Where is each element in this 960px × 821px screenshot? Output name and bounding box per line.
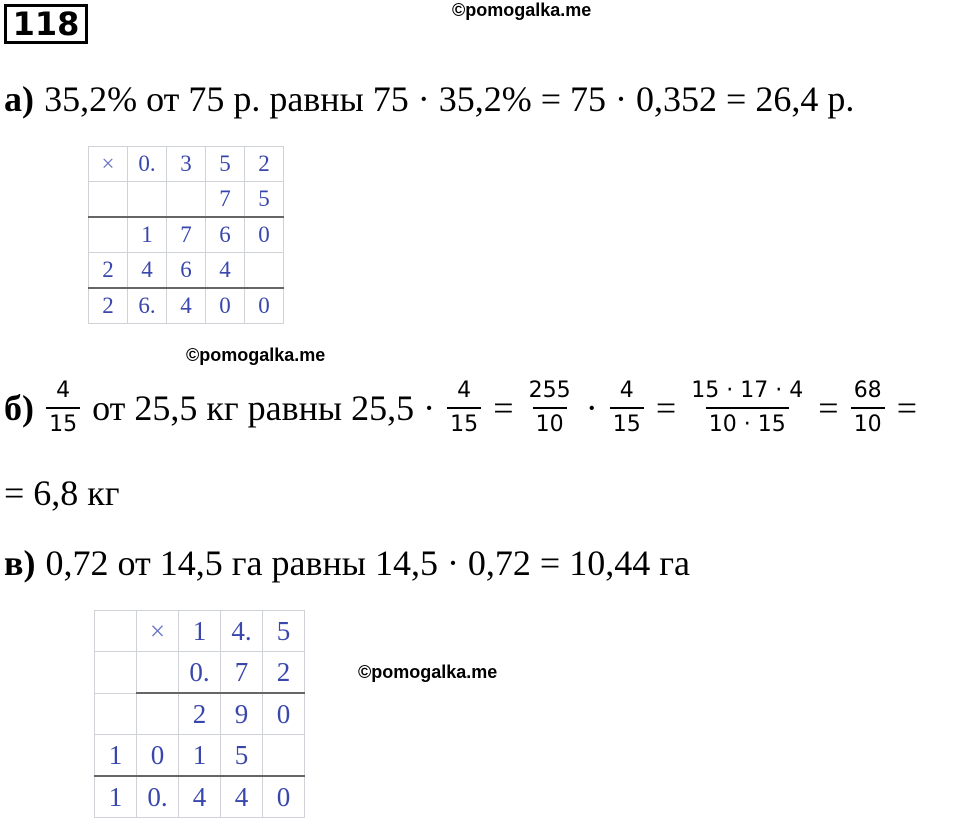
part-a-grid-cell: 2	[245, 147, 284, 182]
watermark-top: ©pomogalka.me	[452, 0, 592, 20]
fraction-denominator: 10	[851, 407, 885, 438]
part-c-grid-cell: 0	[137, 735, 179, 777]
part-a-grid-cell	[89, 182, 128, 218]
part-c-grid-cell: 0	[263, 693, 305, 735]
part-a-grid-cell: 4	[206, 253, 245, 289]
part-b-fraction-1	[447, 378, 481, 438]
part-a-grid-cell: 1	[128, 217, 167, 253]
part-b-fraction-3	[610, 378, 644, 438]
part-c-grid-row	[95, 735, 305, 777]
part-a-grid-cell: 0	[245, 217, 284, 253]
part-c-grid-cell: 2	[179, 693, 221, 735]
equals-sign: =	[655, 388, 677, 428]
part-a-grid-cell	[89, 217, 128, 253]
part-a-grid-cell: 4	[167, 288, 206, 324]
part-c-grid-cell: 5	[221, 735, 263, 777]
multiply-dot: ·	[585, 388, 598, 428]
fraction-denominator: 10	[533, 407, 567, 438]
part-a-grid-cell	[245, 253, 284, 289]
part-a-grid-cell: 6	[206, 217, 245, 253]
part-c-grid-cell: 5	[263, 611, 305, 652]
fraction-denominator: 10 · 15	[706, 407, 789, 438]
watermark-middle: ©pomogalka.me	[186, 345, 326, 365]
fraction-denominator: 15	[46, 407, 80, 438]
fraction-denominator: 15	[610, 407, 644, 438]
part-a-grid-cell: 6	[167, 253, 206, 289]
problem-number: 118	[4, 4, 88, 44]
part-b-label: б)	[4, 388, 34, 428]
part-c-grid-cell: 1	[179, 611, 221, 652]
part-b-fraction-5	[851, 378, 885, 438]
part-a-grid-cell: ×	[89, 147, 128, 182]
part-b-result: = 6,8 кг	[4, 473, 120, 513]
part-c-multiplication-grid	[94, 610, 305, 818]
fraction-numerator: 4	[457, 378, 472, 403]
part-c-grid-cell	[95, 652, 137, 694]
fraction-numerator: 68	[853, 378, 882, 403]
part-c-grid-cell: 2	[263, 652, 305, 694]
part-b-fraction-4	[688, 378, 806, 438]
part-c-grid-cell: 4	[179, 776, 221, 818]
part-c-grid-cell: 0	[263, 776, 305, 818]
part-c-grid-row	[95, 652, 305, 694]
part-c-grid-row	[95, 611, 305, 652]
part-c-text: 0,72 от 14,5 га равны 14,5 · 0,72 = 10,44 га	[45, 543, 690, 583]
part-a-grid-cell: 7	[167, 217, 206, 253]
part-c-grid-cell	[95, 611, 137, 652]
part-a-grid-row	[89, 253, 284, 289]
part-c-grid-row	[95, 693, 305, 735]
part-a-grid-cell: 6.	[128, 288, 167, 324]
part-a-grid-cell	[167, 182, 206, 218]
part-a-grid-cell	[128, 182, 167, 218]
fraction-numerator: 4	[56, 378, 71, 403]
part-b-fraction-lead	[46, 378, 80, 438]
part-a-grid-cell: 2	[89, 288, 128, 324]
fraction-numerator: 255	[528, 378, 571, 403]
part-c-grid-cell: ×	[137, 611, 179, 652]
part-c-grid-cell: 4.	[221, 611, 263, 652]
equals-sign: =	[896, 388, 918, 428]
equals-sign: =	[818, 388, 839, 428]
part-a-grid-cell: 0.	[128, 147, 167, 182]
part-c-grid-cell: 1	[95, 735, 137, 777]
part-c-grid-row	[95, 776, 305, 818]
part-a-grid-cell: 5	[245, 182, 284, 218]
part-a-grid-row	[89, 288, 284, 324]
part-a-grid-cell: 0	[206, 288, 245, 324]
part-a-grid-row	[89, 182, 284, 218]
part-b-text: от 25,5 кг равны 25,5 ·	[92, 388, 436, 428]
part-c-grid-cell	[137, 652, 179, 694]
part-b-fraction-2	[526, 378, 574, 438]
part-c-grid-cell: 1	[95, 776, 137, 818]
part-c-grid-cell: 9	[221, 693, 263, 735]
fraction-denominator: 15	[447, 407, 481, 438]
part-a-grid-cell: 7	[206, 182, 245, 218]
part-c-grid-cell: 0.	[179, 652, 221, 694]
part-b-continuation	[4, 472, 120, 514]
part-a-text: 35,2% от 75 р. равны 75 · 35,2% = 75 · 0,352 = 26,4 р.	[44, 79, 855, 119]
part-c-grid-cell	[263, 735, 305, 777]
part-c-grid-cell: 0.	[137, 776, 179, 818]
part-c-line	[4, 542, 690, 584]
part-a-line	[4, 78, 854, 120]
part-c-grid-cell	[95, 693, 137, 735]
equals-sign: =	[493, 388, 514, 428]
part-a-grid-cell: 0	[245, 288, 284, 324]
fraction-numerator: 4	[619, 378, 634, 403]
part-a-label: а)	[4, 79, 34, 119]
part-a-grid-cell: 2	[89, 253, 128, 289]
part-a-grid-cell: 3	[167, 147, 206, 182]
part-a-grid-row	[89, 147, 284, 182]
part-c-label: в)	[4, 543, 36, 583]
part-a-multiplication-grid	[88, 146, 284, 324]
part-a-grid-row	[89, 217, 284, 253]
part-a-grid-cell: 4	[128, 253, 167, 289]
part-b-line	[4, 378, 917, 438]
fraction-numerator: 15 · 17 · 4	[691, 378, 804, 403]
part-c-grid-cell	[137, 693, 179, 735]
part-c-grid-cell: 4	[221, 776, 263, 818]
part-a-grid-cell: 5	[206, 147, 245, 182]
part-c-grid-cell: 1	[179, 735, 221, 777]
watermark-bottom: ©pomogalka.me	[358, 662, 498, 682]
part-c-grid-cell: 7	[221, 652, 263, 694]
